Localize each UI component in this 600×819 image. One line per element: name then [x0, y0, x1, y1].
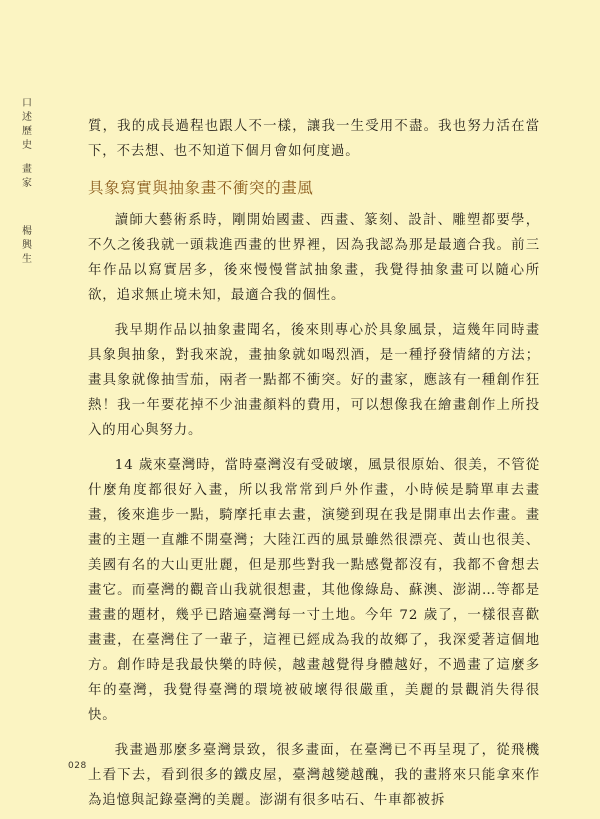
side-genre-label: 畫家 — [22, 164, 32, 189]
paragraph-3: 14 歲來臺灣時，當時臺灣沒有受破壞，風景很原始、很美，不管從什麼角度都很好入畫，所以我常常到戶外作畫，小時候是騎單車去畫畫，後來進步一點，騎摩托車去畫，演變到現在我是開車出去作畫。畫畫的主題一直離不開臺灣；大陸江西的風景雖然很漂亮、黃山也很美、美國有名的大山更壯麗，但是那些對我一點感覺都沒有，我都不會想去畫它。而臺灣的觀音山我就很想畫，其他像綠島、蘇澳、澎湖…等都是畫畫的題材，幾乎已踏遍臺灣每一寸土地。今年 72 歲了，一樣很喜歡畫畫，在臺灣住了一輩子，這裡已經成為我的故鄉了，我深愛著這個地方。創作時是我最快樂的時候，越畫越覺得身體越好，不過畫了這麼多年的臺灣，我覺得臺灣的環境被破壞得很嚴重，美麗的景觀消失得很快。 — [88, 458, 540, 723]
paragraph-2: 我早期作品以抽象畫聞名，後來則專心於具象風景，這幾年同時畫具象與抽象，對我來說，畫抽象就如喝烈酒，是一種抒發情緒的方法；畫具象就像抽雪茄，兩者一點都不衝突。好的畫家，應該有一種創作狂熱！我一年要花掉不少油畫顏料的費用，可以想像我在繪畫創作上所投入的用心與努力。 — [88, 323, 540, 438]
page-body — [88, 114, 540, 813]
page-number: 028 — [68, 761, 87, 771]
side-author-label: 楊興生 — [22, 226, 32, 265]
section-heading: 具象寫實與抽象畫不衝突的畫風 — [88, 179, 314, 197]
side-series-label: 口述歷史 — [22, 98, 32, 151]
paragraph-continued: 質，我的成長過程也跟人不一樣，讓我一生受用不盡。我也努力活在當下，不去想、也不知道下個月會如何度過。 — [88, 119, 540, 159]
paragraph-1: 讀師大藝術系時，剛開始國畫、西畫、篆刻、設計、雕塑都要學，不久之後我就一頭栽進西畫的世界裡，因為我認為那是最適合我。前三年作品以寫實居多，後來慢慢嘗試抽象畫，我覺得抽象畫可以隨心所欲，追求無止境未知，最適合我的個性。 — [88, 213, 540, 303]
paragraph-4: 我畫過那麼多臺灣景致，很多畫面，在臺灣已不再呈現了，從飛機上看下去，看到很多的鐵皮屋，臺灣越變越醜，我的畫將來只能拿來作為追憶與記錄臺灣的美麗。澎湖有很多咕石、牛車都被拆 — [88, 743, 540, 808]
